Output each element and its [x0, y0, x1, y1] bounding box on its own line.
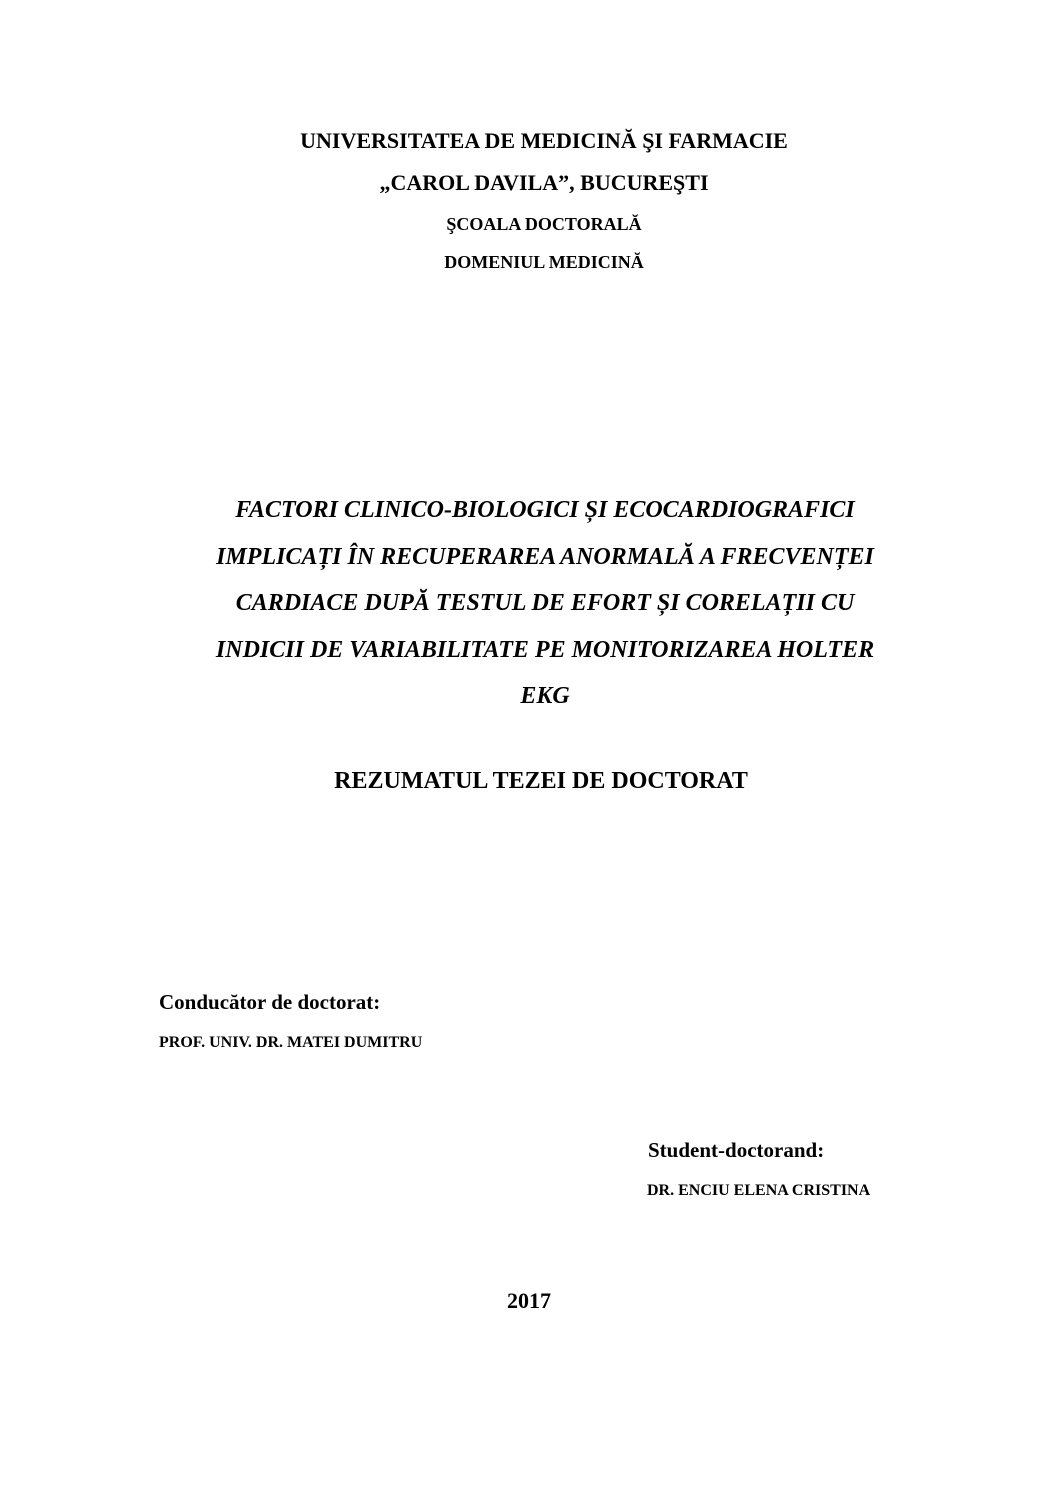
thesis-subtitle: REZUMATUL TEZEI DE DOCTORAT: [334, 768, 748, 794]
year: 2017: [507, 1288, 551, 1313]
supervisor-label: Conducător de doctorat:: [159, 990, 381, 1014]
thesis-title: [150, 492, 940, 725]
student-label: Student-doctorand:: [648, 1138, 825, 1162]
thesis-title-line-5: EKG: [520, 683, 570, 709]
thesis-title-line-3: CARDIACE DUPĂ TESTUL DE EFORT ȘI CORELAȚII CU: [235, 590, 855, 616]
thesis-title-line-2: IMPLICAȚI ÎN RECUPERAREA ANORMALĂ A FRECVENȚEI: [216, 543, 874, 570]
school-name: ŞCOALA DOCTORALĂ: [446, 214, 642, 234]
supervisor-name: PROF. UNIV. DR. MATEI DUMITRU: [159, 1034, 423, 1051]
student-name: DR. ENCIU ELENA CRISTINA: [647, 1182, 871, 1199]
university-name-line2: „CAROL DAVILA”, BUCUREŞTI: [379, 170, 709, 195]
thesis-title-line-1: FACTORI CLINICO-BIOLOGICI ȘI ECOCARDIOGRAFICI: [235, 497, 855, 523]
thesis-title-line-4: INDICII DE VARIABILITATE PE MONITORIZAREA HOLTER: [215, 636, 875, 663]
university-name-line1: UNIVERSITATEA DE MEDICINĂ ŞI FARMACIE: [300, 128, 788, 153]
domain-name: DOMENIUL MEDICINĂ: [444, 252, 644, 272]
